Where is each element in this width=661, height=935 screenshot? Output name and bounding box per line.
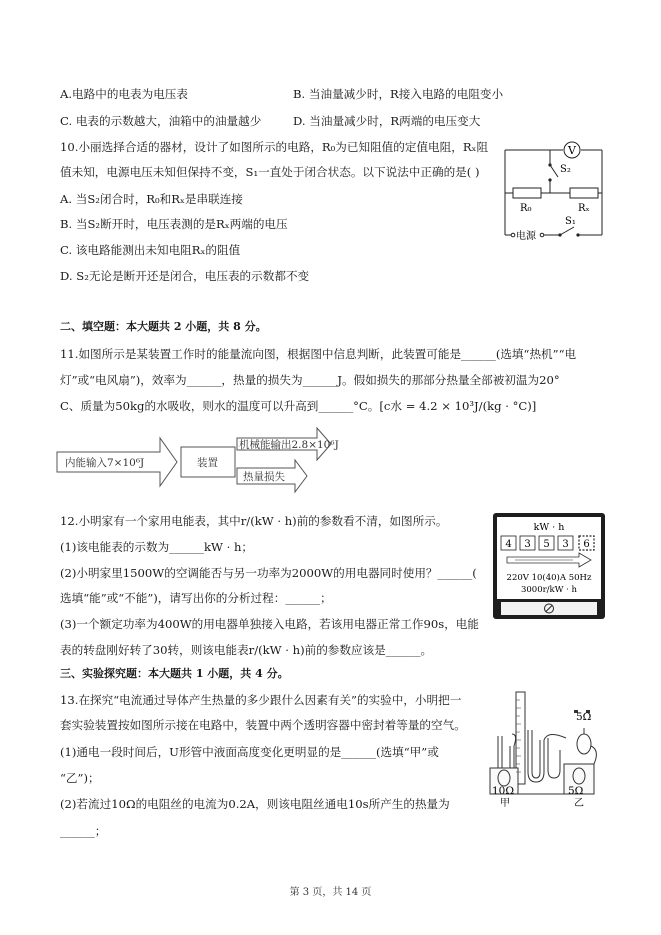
q9-option-b: B. 当油量减少时，R接入电路的电阻变小	[293, 87, 504, 101]
q12-part2-line2: 选填“能”或“不能”)，请写出你的分析过程：______；	[60, 591, 332, 605]
q10-stem-line2: 值未知，电源电压未知但保持不变，S₁一直处于闭合状态。以下说法中正确的是( )	[60, 165, 480, 179]
meter-digit: 5	[543, 539, 550, 550]
q11-stem-line2: 灯”或“电风扇”)，效率为______，热量的损失为______J。假如损失的那部分热量全部被初温为20°	[60, 373, 560, 387]
container-jia-label: 甲	[500, 798, 510, 809]
meter-digit: 3	[562, 539, 569, 550]
q9-option-a: A.电路中的电表为电压表	[60, 87, 188, 101]
q10-option-a: A. 当S₂闭合时，R₀和Rₓ是串联连接	[60, 192, 243, 206]
q9-option-c: C. 电表的示数越大，油箱中的油量越少	[60, 114, 262, 128]
q12-part3-line2: 表的转盘刚好转了30转，则该电能表r/(kW · h)前的参数应该是______。	[60, 643, 433, 657]
q11-energy-flow-diagram	[55, 424, 355, 500]
switch-s1-label: S₁	[565, 216, 576, 227]
voltmeter-label: V	[568, 144, 576, 157]
resistor-r0-label: R₀	[520, 203, 532, 214]
container-yi-label: 乙	[574, 798, 584, 809]
section-fill-in-heading: 二、填空题：本大题共 2 小题，共 8 分。	[60, 320, 267, 333]
q10-stem-line1: 10.小丽选择合适的器材，设计了如图所示的电路，R₀为已知阻值的定值电阻，Rₓ阻	[60, 140, 489, 154]
q13-part1-line1: (1)通电一段时间后，U形管中液面高度变化更明显的是______(选填“甲”或	[60, 745, 439, 759]
q13-u-tube-apparatus	[488, 690, 610, 810]
q10-option-c: C. 该电路能测出未知电阻Rₓ的阻值	[60, 243, 241, 257]
q11-stem-line3: C、质量为50kg的水吸收，则水的温度可以升高到______°C。[c水 = 4.2 × 10³J/(kg · °C)]	[60, 399, 537, 413]
q13-part2-line2: ______；	[60, 824, 107, 838]
q12-part3-line1: (3)一个额定功率为400W的用电器单独接入电路，若该用电器正常工作90s，电能	[60, 617, 479, 631]
left-resistor-label: 10Ω	[492, 785, 515, 797]
output-energy-label: 机械能输出2.8×10⁶J	[239, 439, 339, 451]
page-number-footer: 第 3 页，共 14 页	[289, 887, 372, 898]
q11-stem-line1: 11.如图所示是某装置工作时的能量流向图，根据图中信息判断，此装置可能是______(选填“热机”“电	[60, 347, 577, 361]
q12-electricity-meter	[493, 513, 605, 619]
q13-part1-line2: “乙”)；	[60, 771, 100, 785]
q12-part2-line1: (2)小明家里1500W的空调能否与另一功率为2000W的用电器同时使用？______(	[60, 566, 477, 580]
meter-spec-revolutions: 3000r/kW · h	[520, 585, 578, 595]
meter-digit: 4	[505, 539, 512, 550]
meter-digit: 3	[524, 539, 531, 550]
input-energy-label: 内能输入7×10⁶J	[65, 457, 145, 469]
q13-part2-line1: (2)若流过10Ω的电阻丝的电流为0.2A，则该电阻丝通电10s所产生的热量为	[60, 797, 450, 811]
q12-stem-line1: 12.小明家有一个家用电能表，其中r/(kW · h)前的参数看不清，如图所示。	[60, 514, 448, 528]
meter-spec-rating: 220V 10(40)A 50Hz	[506, 573, 592, 583]
q13-stem-line2: 套实验装置按如图所示接在电路中，装置中两个透明容器中密封着等量的空气。	[60, 718, 466, 732]
q9-option-d: D. 当油量减少时，R两端的电压变大	[293, 114, 481, 128]
power-source-label: 电源	[516, 231, 536, 242]
device-label: 装置	[197, 457, 218, 469]
resistor-rx-label: Rₓ	[578, 203, 590, 214]
heat-loss-label: 热量损失	[243, 471, 285, 483]
switch-s2-label: S₂	[560, 164, 571, 175]
q12-part1: (1)该电能表的示数为______kW · h；	[60, 540, 254, 554]
section-experiment-heading: 三、实验探究题：本大题共 1 小题，共 4 分。	[60, 667, 289, 680]
q13-stem-line1: 13.在探究“电流通过导体产生热量的多少跟什么因素有关”的实验中，小明把一	[60, 693, 462, 707]
meter-digit-decimal: 6	[583, 539, 590, 550]
q10-option-d: D. S₂无论是断开还是闭合，电压表的示数都不变	[60, 269, 310, 283]
right-resistor-label: 5Ω	[568, 785, 584, 797]
external-resistor-label: 5Ω	[576, 711, 592, 723]
q10-circuit-diagram	[500, 140, 610, 245]
q10-option-b: B. 当S₂断开时，电压表测的是Rₓ两端的电压	[60, 217, 288, 231]
meter-unit-label: kW · h	[533, 522, 565, 533]
